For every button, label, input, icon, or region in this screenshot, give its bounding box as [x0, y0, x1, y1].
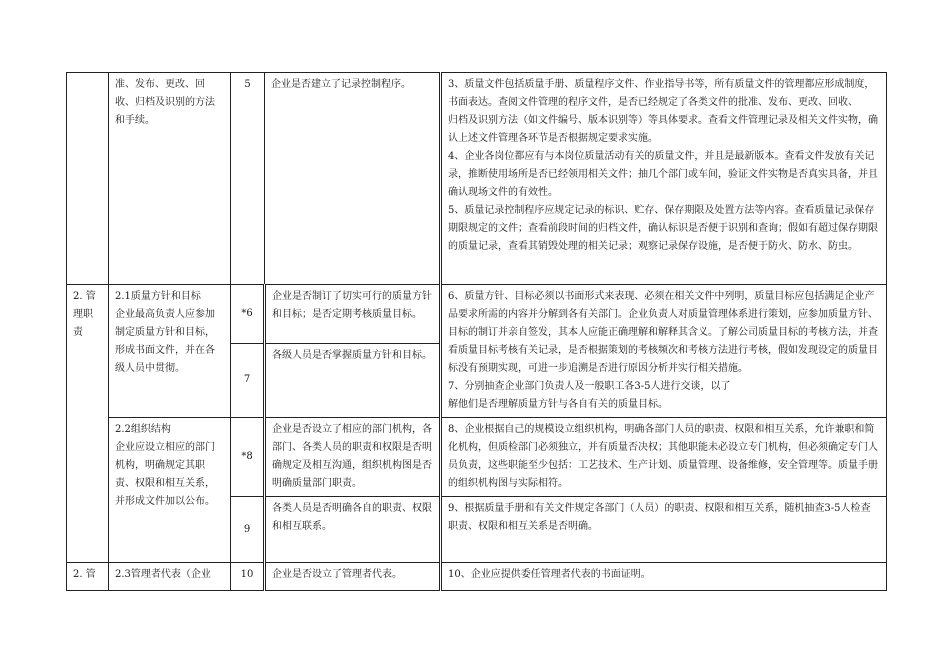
requirement-title: 2.1质量方针和目标 — [115, 291, 201, 302]
audit-checklist-table — [66, 72, 887, 591]
method-paragraph: 8、企业根据自己的规模设立组织机构，明确各部门人员的职责、权限和相互关系，允许兼职和简化机构，但质检部门必须独立，并有质量否决权；其他职能未必设立专门机构，但必须确定专门人员负责，这些职能至少包括：工艺技术、生产计划、质量管理、设备维修，安全管理等。质量手册的组织机构图与实际相符。 — [448, 424, 878, 489]
item-number: 5 — [231, 73, 265, 285]
section-cell: 2. 管 — [67, 563, 109, 591]
check-item-cell: 各类人员是否明确各自的职责、权限和相互联系。 — [265, 497, 441, 563]
item-number: *8 — [231, 418, 265, 497]
item-number: 10 — [231, 563, 265, 591]
method-paragraph: 4、企业各岗位都应有与本岗位质量活动有关的质量文件，并且是最新版本。查看文件发放有关记录，推断使用场所是否已经领用相关文件；抽几个部门或车间，验证文件实物是否真实具备，并且确认现场文件的有效性。 — [448, 151, 878, 198]
table-row — [67, 73, 887, 285]
requirement-text: 企业应设立相应的部门机构，明确规定其职责、权限和相互关系，并形成文件加以公布。 — [115, 442, 215, 507]
check-item-cell: 各级人员是否掌握质量方针和目标。 — [265, 343, 441, 417]
table-row — [67, 563, 887, 591]
section-cell — [67, 73, 109, 285]
method-cell — [441, 73, 887, 285]
check-item-cell: 企业是否设立了相应的部门机构，各部门、各类人员的职责和权限是否明确规定及相互沟通，组织机构图是否明确质量部门职责。 — [265, 418, 441, 497]
table-row — [67, 418, 887, 497]
method-cell — [441, 497, 887, 563]
requirement-cell: 2.3管理者代表（企业 — [109, 563, 231, 591]
requirement-cell — [109, 418, 231, 563]
method-paragraph: 3、质量文件包括质量手册、质量程序文件、作业指导书等，所有质量文件的管理都应形成制度，书面表达。查阅文件管理的程序文件，是否已经规定了各类文件的批准、发布、更改、回收、 — [448, 79, 875, 108]
method-paragraph: 7、分别抽查企业部门负责人及一般职工各3-5人进行交谈，以了 — [448, 381, 731, 392]
method-cell — [441, 563, 887, 591]
method-paragraph: 10、企业应提供委任管理者代表的书面证明。 — [448, 569, 651, 580]
item-number: 9 — [231, 497, 265, 563]
method-paragraph: 5、质量记录控制程序应规定记录的标识、贮存、保存期限及处置方法等内容。查看质量记录保存期限规定的文件；查看前段时间的归档文件，确认标识是否便于识别和查询；假如有超过保存期限的质量记录，查看其销毁处理的相关记录；观察记录保存设施，是否便于防火、防水、防虫。 — [448, 205, 878, 252]
method-paragraph: 9、根据质量手册和有关文件规定各部门（人员）的职责、权限和相互关系，随机抽查3-5人检查职责、权限和相互关系是否明确。 — [448, 503, 871, 532]
check-item-cell: 企业是否建立了记录控制程序。 — [265, 73, 441, 285]
requirement-cell — [109, 285, 231, 418]
item-number: 7 — [231, 343, 265, 417]
requirement-cell: 准、发布、更改、回收、归档及识别的方法和手续。 — [109, 73, 231, 285]
check-item-cell: 企业是否设立了管理者代表。 — [265, 563, 441, 591]
requirement-title: 2.2组织结构 — [115, 424, 171, 435]
method-cell — [441, 285, 887, 418]
section-cell: 2. 管理职责 — [67, 285, 109, 563]
requirement-text: 企业最高负责人应参加制定质量方针和目标，形成书面文件，并在各级人员中贯彻。 — [115, 309, 215, 374]
table-row — [67, 285, 887, 344]
method-paragraph: 6、质量方针、目标必须以书面形式来表现、必须在相关文件中列明，质量目标应包括满足企业产品要求所需的内容并分解到各有关部门。企业负责人对质量管理体系进行策划，应参加质量方针、目标的制订并亲自签发，其本人应能正确理解和解释其含义。了解公司质量目标的考核方法，并查看质量目标考核有关记录，是否根据策划的考核频次和考核方法进行考核，假如发现设定的质量目标没有预期实现，可进一步追溯是否进行原因分析并实行相关措施。 — [448, 291, 878, 374]
check-item-cell: 企业是否制订了切实可行的质量方针和目标；是否定期考核质量目标。 — [265, 285, 441, 344]
item-number: *6 — [231, 285, 265, 344]
method-cell — [441, 418, 887, 497]
method-paragraph: 解他们是否理解质量方针与各自有关的质量目标。 — [448, 399, 668, 410]
method-paragraph: 归档及识别方法（如文件编号、版本识别等）等具体要求。查看文件管理记录及相关文件实物，确认上述文件管理各环节是否根据规定要求实施。 — [448, 115, 878, 144]
